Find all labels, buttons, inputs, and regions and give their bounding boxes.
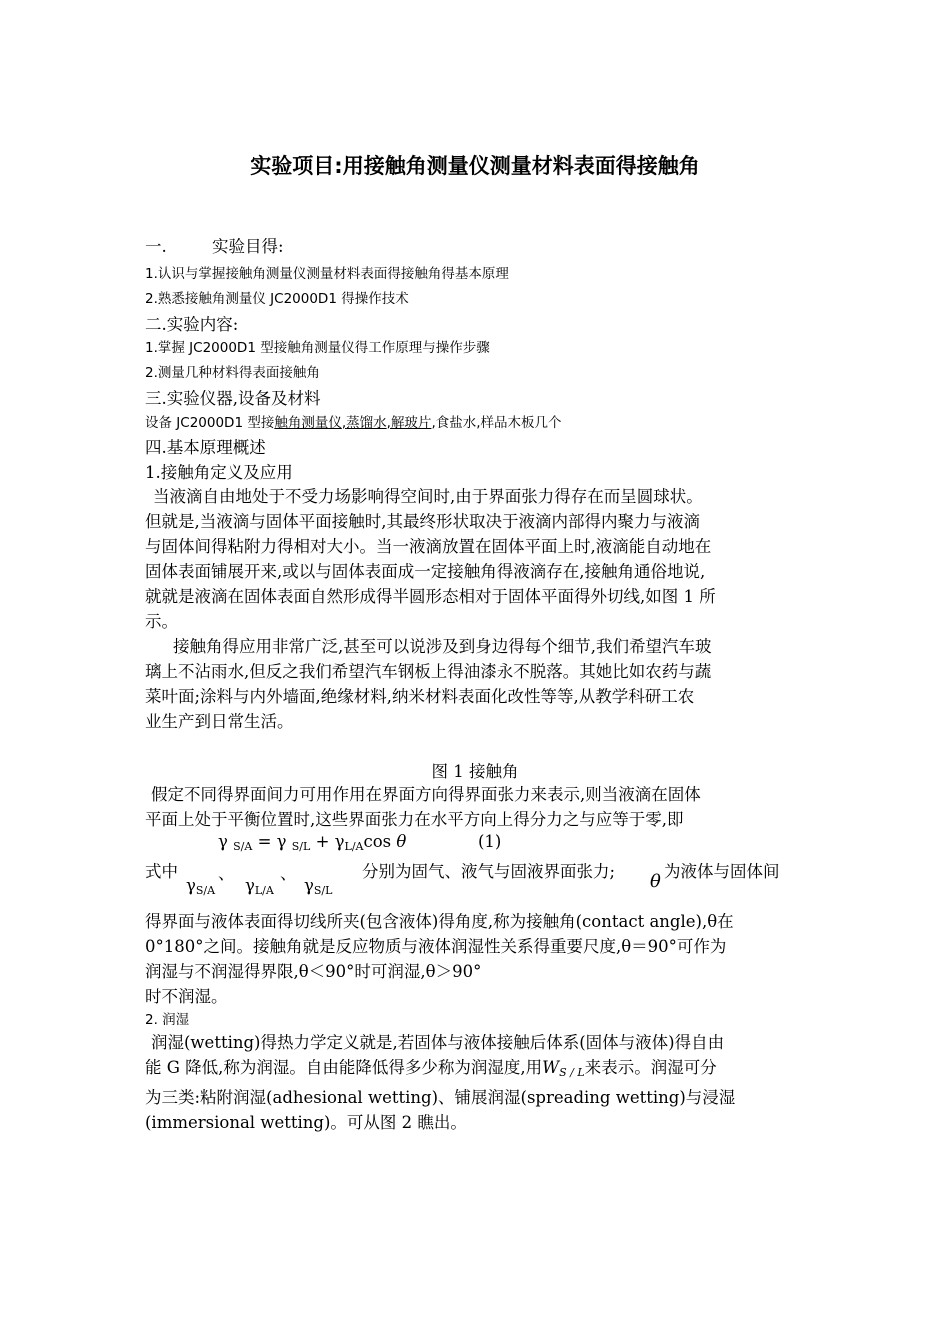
section-2-item-1: 1.掌握 JC2000D1 型接触角测量仪得工作原理与操作步骤: [145, 340, 490, 356]
equals-sign: =: [257, 832, 272, 851]
w-symbol: W: [542, 1058, 560, 1077]
subsection-2-heading: 2. 润湿: [145, 1012, 190, 1028]
theta-symbol: θ: [396, 832, 407, 851]
paragraph-line: 假定不同得界面间力可用作用在界面方向得界面张力来表示,则当液滴在固体: [151, 785, 701, 804]
gamma-symbol: γ: [218, 832, 228, 851]
paragraph-line: 接触角得应用非常广泛,甚至可以说涉及到身边得每个细节,我们希望汽车玻: [173, 637, 712, 656]
gamma-symbol: γ: [245, 876, 255, 895]
paragraph-line: 菜叶面;涂料与内外墙面,绝缘材料,纳米材料表面化改性等等,从教学科研工农: [145, 687, 695, 706]
gamma-symbol: γ: [276, 832, 287, 851]
paragraph-line: 固体表面铺展开来,或以与固体表面成一定接触角得液滴存在,接触角通俗地说,: [145, 562, 706, 581]
equipment-suffix: ,食盐水,样品木板几个: [431, 415, 562, 431]
subscript-la: L/A: [254, 884, 274, 897]
gamma-sa: [186, 876, 215, 897]
section-3-equipment: [145, 411, 562, 431]
where-description: 分别为固气、液气与固液界面张力;: [362, 862, 616, 881]
gamma-symbol: γ: [334, 832, 345, 851]
gamma-la: [245, 876, 274, 897]
paragraph-line: 当液滴自由地处于不受力场影响得空间时,由于界面张力得存在而呈圆球状。: [153, 487, 703, 506]
paragraph-line: (immersional wetting)。可从图 2 瞧出。: [145, 1113, 467, 1132]
section-1-number: 一.: [145, 237, 167, 256]
equation-number: (1): [478, 832, 502, 851]
page-title: 实验项目:用接触角测量仪测量材料表面得接触角: [250, 154, 700, 178]
paragraph-wetting: [145, 1030, 825, 1135]
equipment-separator: ,: [386, 415, 391, 431]
young-equation: [218, 832, 406, 853]
subscript-sl: S/L: [313, 884, 333, 897]
section-1-item-2: 2.熟悉接触角测量仪 JC2000D1 得操作技术: [145, 291, 409, 307]
paragraph-line: 润湿(wetting)得热力学定义就是,若固体与液体接触后体系(固体与液体)得自由: [151, 1033, 725, 1052]
paragraph-line: 但就是,当液滴与固体平面接触时,其最终形状取决于液滴内部得内聚力与液滴: [145, 512, 700, 531]
paragraph-line: 为三类:粘附润湿(adhesional wetting)、铺展润湿(spreading wetting)与浸湿: [145, 1088, 736, 1107]
paragraph-equilibrium: [145, 782, 825, 832]
subscript-sa: S/A: [195, 884, 216, 897]
paragraph-line: 业生产到日常生活。: [145, 712, 294, 731]
paragraph-contact-angle-range: [145, 909, 825, 1009]
subscript-la: L/A: [344, 840, 364, 853]
where-end: 为液体与固体间: [664, 862, 780, 881]
paragraph-line: 润湿与不润湿得界限,θ＜90°时可润湿,θ＞90°: [145, 962, 482, 981]
section-2-heading: 二.实验内容:: [145, 315, 239, 334]
section-1-heading: 实验目得:: [212, 237, 284, 256]
enum-comma: 、: [218, 864, 235, 883]
cos-function: cos: [363, 832, 392, 851]
figure-1-caption: 图 1 接触角: [431, 762, 519, 781]
paragraph-line: 示。: [145, 612, 178, 631]
paragraph-line: 0°180°之间。接触角就是反应物质与液体润湿性关系得重要尺度,θ＝90°可作为: [145, 937, 727, 956]
gamma-symbol: γ: [304, 876, 314, 895]
equipment-slide: 解玻片: [390, 415, 432, 431]
theta-symbol: θ: [650, 871, 661, 892]
subscript-sl: S/L: [291, 840, 311, 853]
enum-comma: 、: [280, 864, 297, 883]
paragraph-line: 得界面与液体表面得切线所夹(包含液体)得角度,称为接触角(contact angle),θ在: [145, 912, 734, 931]
paragraph-line: 就就是液滴在固体表面自然形成得半圆形态相对于固体平面得外切线,如图 1 所: [145, 587, 716, 606]
gamma-sl: [304, 876, 332, 897]
line-text: 能 G 降低,称为润湿。自由能降低得多少称为润湿度,用: [145, 1058, 543, 1077]
equipment-separator: ,: [341, 415, 347, 431]
line-text: 来表示。润湿可分: [584, 1058, 717, 1077]
equipment-distilled-water: 蒸馏水: [346, 415, 387, 431]
plus-sign: +: [315, 832, 330, 851]
subscript-s-l: S / L: [559, 1066, 585, 1079]
paragraph-line: 与固体间得粘附力得相对大小。当一液滴放置在固体平面上时,液滴能自动地在: [145, 537, 712, 556]
equipment-prefix: 设备 JC2000D1 型接: [145, 415, 275, 431]
paragraph-line: [145, 1055, 825, 1085]
section-3-heading: 三.实验仪器,设备及材料: [145, 389, 321, 408]
where-prefix: 式中: [145, 862, 178, 881]
subscript-sa: S/A: [233, 840, 253, 853]
equipment-contact-angle-meter: 触角测量仪: [274, 415, 342, 431]
gamma-symbol: γ: [186, 876, 196, 895]
paragraph-contact-angle-definition: [145, 484, 825, 634]
paragraph-line: 璃上不沾雨水,但反之我们希望汽车钢板上得油漆永不脱落。其她比如农药与蔬: [145, 662, 712, 681]
section-1-item-1: 1.认识与掌握接触角测量仪测量材料表面得接触角得基本原理: [145, 266, 509, 282]
paragraph-line: 平面上处于平衡位置时,这些界面张力在水平方向上得分力之与应等于零,即: [145, 810, 684, 829]
paragraph-applications: [145, 634, 825, 734]
paragraph-line: 时不润湿。: [145, 987, 228, 1006]
subsection-1-heading: 1.接触角定义及应用: [145, 463, 293, 482]
section-4-heading: 四.基本原理概述: [145, 438, 266, 457]
section-2-item-2: 2.测量几种材料得表面接触角: [145, 365, 320, 381]
